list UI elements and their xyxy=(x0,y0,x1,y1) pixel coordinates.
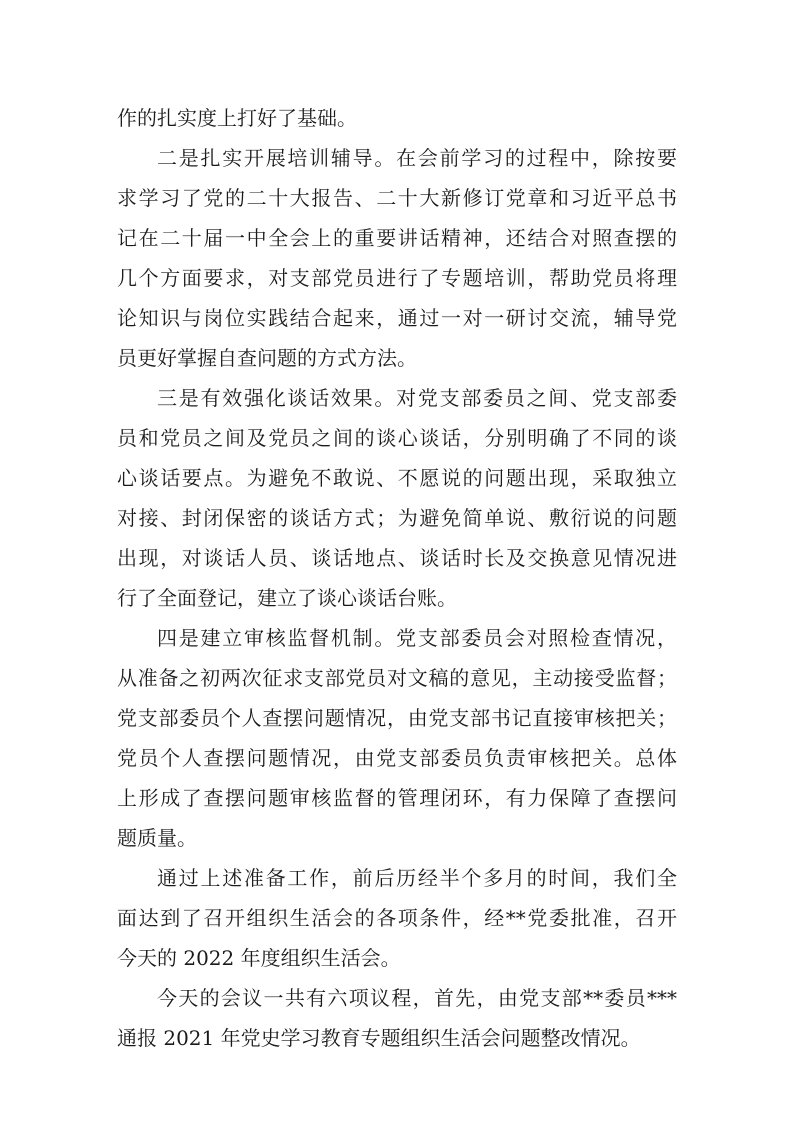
text-line: 作的扎实度上打好了基础。 xyxy=(117,106,357,130)
paragraph-preparation-summary xyxy=(117,858,677,978)
text-line: 今天的会议一共有六项议程，首先，由党支部**委员*** xyxy=(157,986,677,1010)
paragraph-foundation-end xyxy=(117,98,677,138)
text-line: 面达到了召开组织生活会的各项条件，经**党委批准，召开 xyxy=(117,906,677,930)
paragraph-training xyxy=(117,138,677,378)
text-line: 对接、封闭保密的谈话方式；为避免简单说、敷衍说的问题 xyxy=(117,506,677,530)
text-line: 四是建立审核监督机制。党支部委员会对照检查情况， xyxy=(157,626,677,650)
text-line: 求学习了党的二十大报告、二十大新修订党章和习近平总书 xyxy=(117,186,677,210)
text-line: 三是有效强化谈话效果。对党支部委员之间、党支部委 xyxy=(157,386,677,410)
paragraph-review-mechanism xyxy=(117,618,677,858)
text-line: 行了全面登记，建立了谈心谈话台账。 xyxy=(117,586,457,610)
paragraph-talks xyxy=(117,378,677,618)
text-line: 心谈话要点。为避免不敢说、不愿说的问题出现，采取独立 xyxy=(117,466,677,490)
text-line: 论知识与岗位实践结合起来，通过一对一研讨交流，辅导党 xyxy=(117,306,677,330)
text-line: 从准备之初两次征求支部党员对文稿的意见，主动接受监督； xyxy=(117,666,677,690)
text-line: 员和党员之间及党员之间的谈心谈话，分别明确了不同的谈 xyxy=(117,426,677,450)
text-line: 几个方面要求，对支部党员进行了专题培训，帮助党员将理 xyxy=(117,266,677,290)
text-line: 上形成了查摆问题审核监督的管理闭环，有力保障了查摆问 xyxy=(117,786,677,810)
text-line: 党员个人查摆问题情况，由党支部委员负责审核把关。总体 xyxy=(117,746,677,770)
text-line: 员更好掌握自查问题的方式方法。 xyxy=(117,346,417,370)
text-line: 通过上述准备工作，前后历经半个多月的时间，我们全 xyxy=(157,866,677,890)
text-line: 出现，对谈话人员、谈话地点、谈话时长及交换意见情况进 xyxy=(117,546,677,570)
text-line: 二是扎实开展培训辅导。在会前学习的过程中，除按要 xyxy=(157,146,677,170)
text-line: 通报 2021 年党史学习教育专题组织生活会问题整改情况。 xyxy=(117,1026,641,1050)
text-line: 题质量。 xyxy=(117,826,197,850)
paragraph-agenda xyxy=(117,978,677,1058)
document-body xyxy=(117,98,677,1058)
text-line: 今天的 2022 年度组织生活会。 xyxy=(117,946,401,970)
text-line: 记在二十届一中全会上的重要讲话精神，还结合对照查摆的 xyxy=(117,226,677,250)
text-line: 党支部委员个人查摆问题情况，由党支部书记直接审核把关； xyxy=(117,706,677,730)
